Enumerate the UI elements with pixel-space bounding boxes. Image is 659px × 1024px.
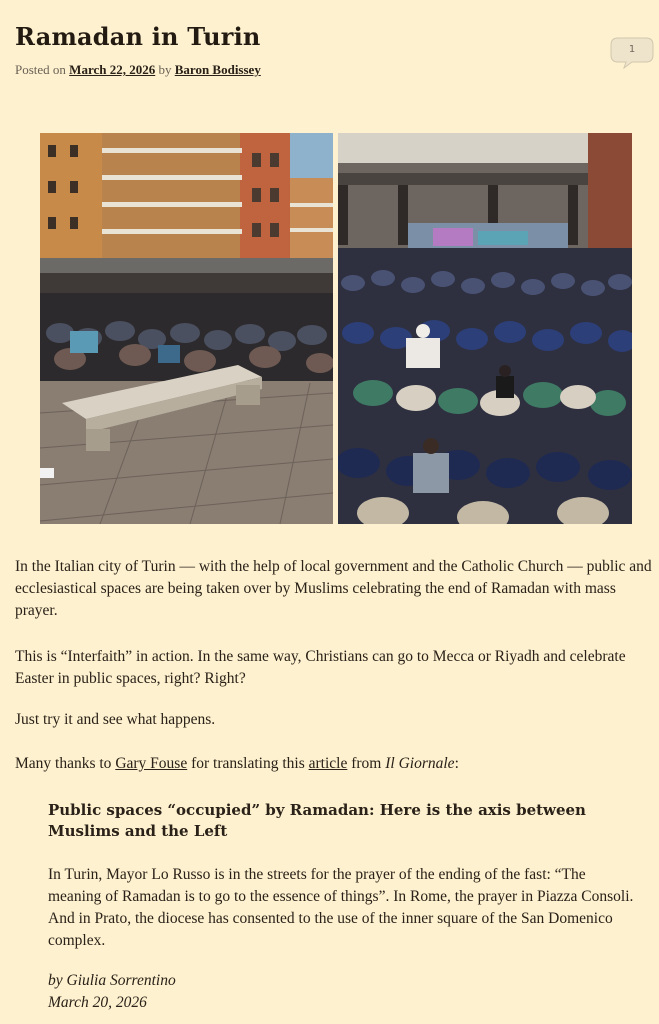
paragraph-thanks (15, 753, 655, 775)
posted-on-label: Posted on (15, 62, 66, 77)
post-meta (15, 62, 261, 78)
comment-count: 1 (628, 44, 636, 55)
author-link[interactable]: Baron Bodissey (174, 62, 261, 77)
post-title: Ramadan in Turin (15, 22, 261, 51)
prayer-photo-street[interactable] (40, 133, 333, 524)
paragraph-try-it: Just try it and see what happens. (15, 711, 216, 728)
paragraph-intro: In the Italian city of Turin — with the help of local government and the Catholic Church — public and ecclesiastical spaces are being taken over by Muslims celebrating the end of Ramadan with mass prayer. (15, 558, 652, 619)
translator-link[interactable]: Gary Fouse (115, 755, 188, 772)
quoted-article-byline: by Giulia Sorrentino (48, 972, 176, 989)
by-label: by (158, 62, 172, 77)
thanks-text-from: from (347, 755, 386, 772)
thanks-text-mid: for translating this (187, 755, 309, 772)
quoted-article-text: In Turin, Mayor Lo Russo is in the streets for the prayer of the ending of the fast: “The meaning of Ramadan is to go to the essence of things”. In Rome, the prayer in Piazza Consoli. And in Prato, the diocese has consented to the use of the inner square of the San Domenico complex. (48, 866, 634, 949)
thanks-text-start: Many thanks to (15, 755, 116, 772)
article-link[interactable]: article (308, 755, 348, 772)
prayer-photo-crowd[interactable] (338, 133, 632, 524)
comment-count-bubble[interactable] (610, 37, 654, 69)
post-date-link[interactable]: March 22, 2026 (69, 62, 156, 77)
quoted-article-date: March 20, 2026 (48, 994, 147, 1011)
thanks-text-end: : (454, 755, 459, 772)
paragraph-interfaith: This is “Interfaith” in action. In the same way, Christians can go to Mecca or Riyadh and celebrate Easter in public spaces, right? Right? (15, 648, 626, 687)
source-name: Il Giornale (385, 755, 455, 772)
quoted-article-headline: Public spaces “occupied” by Ramadan: Here is the axis between Muslims and the Left (48, 801, 586, 840)
